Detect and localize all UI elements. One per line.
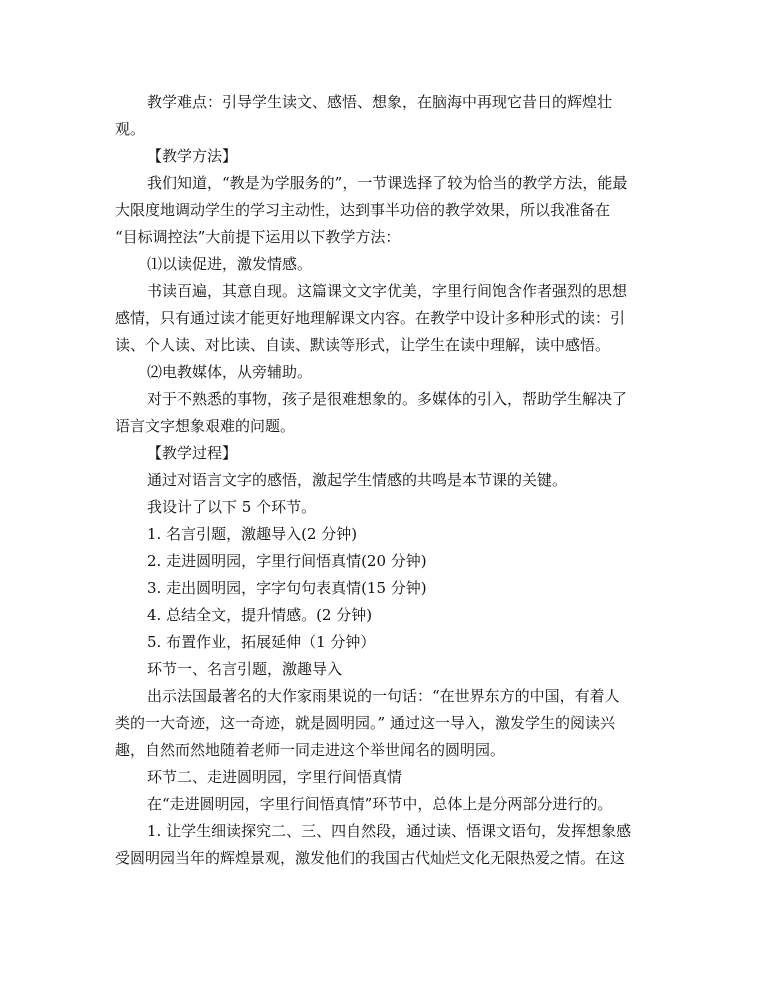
- paragraph-line: 观。: [115, 120, 146, 138]
- paragraph-line: 大限度地调动学生的学习主动性，达到事半功倍的教学效果，所以我准备在: [115, 201, 611, 219]
- list-item: ⑴以读促进，激发情感。: [147, 255, 313, 273]
- paragraph-line: 环节一、名言引题，激趣导入: [147, 660, 343, 678]
- paragraph-line: 我设计了以下 5 个环节。: [147, 498, 317, 516]
- paragraph-line: “目标调控法”大前提下运用以下教学方法：: [115, 228, 401, 246]
- paragraph-line: 环节二、走进圆明园，字里行间悟真情: [147, 768, 403, 786]
- list-item: 2. 走进圆明园，字里行间悟真情(20 分钟): [147, 552, 427, 570]
- paragraph-line: 书读百遍，其意自现。这篇课文文字优美，字里行间饱含作者强烈的思想: [147, 282, 628, 300]
- paragraph-line: 出示法国最著名的大作家雨果说的一句话：“在世界东方的中国，有着人: [147, 687, 620, 705]
- paragraph-line: 在“走进圆明园，字里行间悟真情”环节中，总体上是分两部分进行的。: [147, 795, 613, 813]
- paragraph-line: 1. 让学生细读探究二、三、四自然段，通过读、悟课文语句，发挥想象感: [147, 822, 632, 840]
- paragraph-line: 类的一大奇迹，这一奇迹，就是圆明园。” 通过这一导入，激发学生的阅读兴: [115, 714, 615, 732]
- list-item: ⑵电教媒体，从旁辅助。: [147, 363, 313, 381]
- paragraph-line: 语言文字想象艰难的问题。: [115, 417, 296, 435]
- list-item: 4. 总结全文，提升情感。(2 分钟): [147, 606, 373, 624]
- paragraph-line: 受圆明园当年的辉煌景观，激发他们的我国古代灿烂文化无限热爱之情。在这: [115, 849, 626, 867]
- paragraph-line: 趣，自然而然地随着老师一同走进这个举世闻名的圆明园。: [115, 741, 506, 759]
- paragraph-line: 我们知道，“教是为学服务的”，一节课选择了较为恰当的教学方法，能最: [147, 174, 628, 192]
- section-heading: 【教学过程】: [147, 444, 238, 462]
- list-item: 3. 走出圆明园，字字句句表真情(15 分钟): [147, 579, 427, 597]
- paragraph-line: 通过对语言文字的感悟，激起学生情感的共鸣是本节课的关键。: [147, 471, 568, 489]
- paragraph-line: 感情，只有通过读才能更好地理解课文内容。在教学中设计多种形式的读：引: [115, 309, 626, 327]
- paragraph-line: 对于不熟悉的事物，孩子是很难想象的。多媒体的引入，帮助学生解决了: [147, 390, 628, 408]
- section-heading: 【教学方法】: [147, 147, 238, 165]
- paragraph-line: 教学难点：引导学生读文、感悟、想象，在脑海中再现它昔日的辉煌壮: [147, 93, 613, 111]
- paragraph-line: 读、个人读、对比读、自读、默读等形式，让学生在读中理解，读中感悟。: [115, 336, 611, 354]
- list-item: 1. 名言引题，激趣导入(2 分钟): [147, 525, 358, 543]
- list-item: 5. 布置作业，拓展延伸（1 分钟）: [147, 633, 376, 651]
